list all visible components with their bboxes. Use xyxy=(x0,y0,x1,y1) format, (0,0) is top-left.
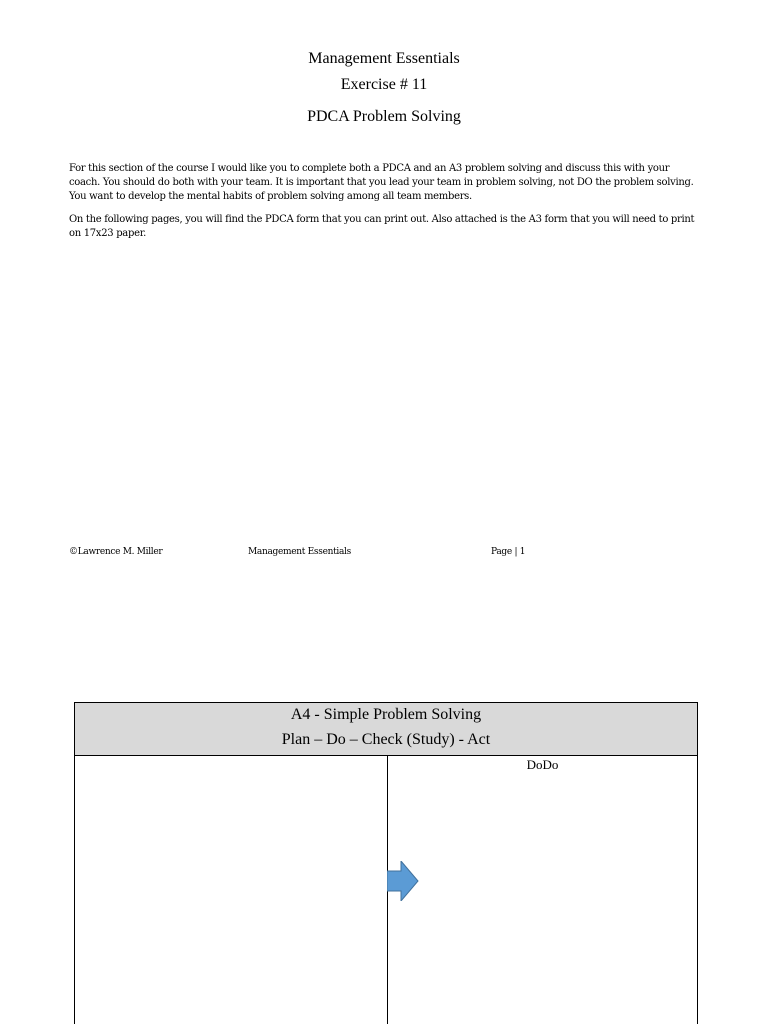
right-arrow-icon xyxy=(387,861,419,901)
footer-course: Management Essentials xyxy=(248,547,351,557)
do-column-label: DoDo xyxy=(526,757,559,772)
form-note-paragraph: On the following pages, you will find the PDCA form that you can print out. Also attached is the A3 form that you will need to print on 17x23 paper. xyxy=(69,214,695,239)
instructions-paragraph: For this section of the course I would like you to complete both a PDCA and an A3 problem solving and discuss this with your coach. You should do both with your team. It is important that you lead your team in problem solving, not DO the problem solving. You want to develop the mental habits of problem solving among all team members. xyxy=(69,163,694,202)
document-title: Management Essentials xyxy=(308,50,460,67)
pdca-form xyxy=(74,702,698,1024)
footer-author: ©Lawrence M. Miller xyxy=(69,547,163,557)
footer-page-number: Page | 1 xyxy=(491,547,526,557)
exercise-number: Exercise # 11 xyxy=(340,76,428,93)
form-title: A4 - Simple Problem Solving xyxy=(290,706,482,723)
form-header xyxy=(75,703,697,756)
exercise-title: PDCA Problem Solving xyxy=(307,108,461,125)
form-subtitle: Plan – Do – Check (Study) - Act xyxy=(281,731,491,748)
